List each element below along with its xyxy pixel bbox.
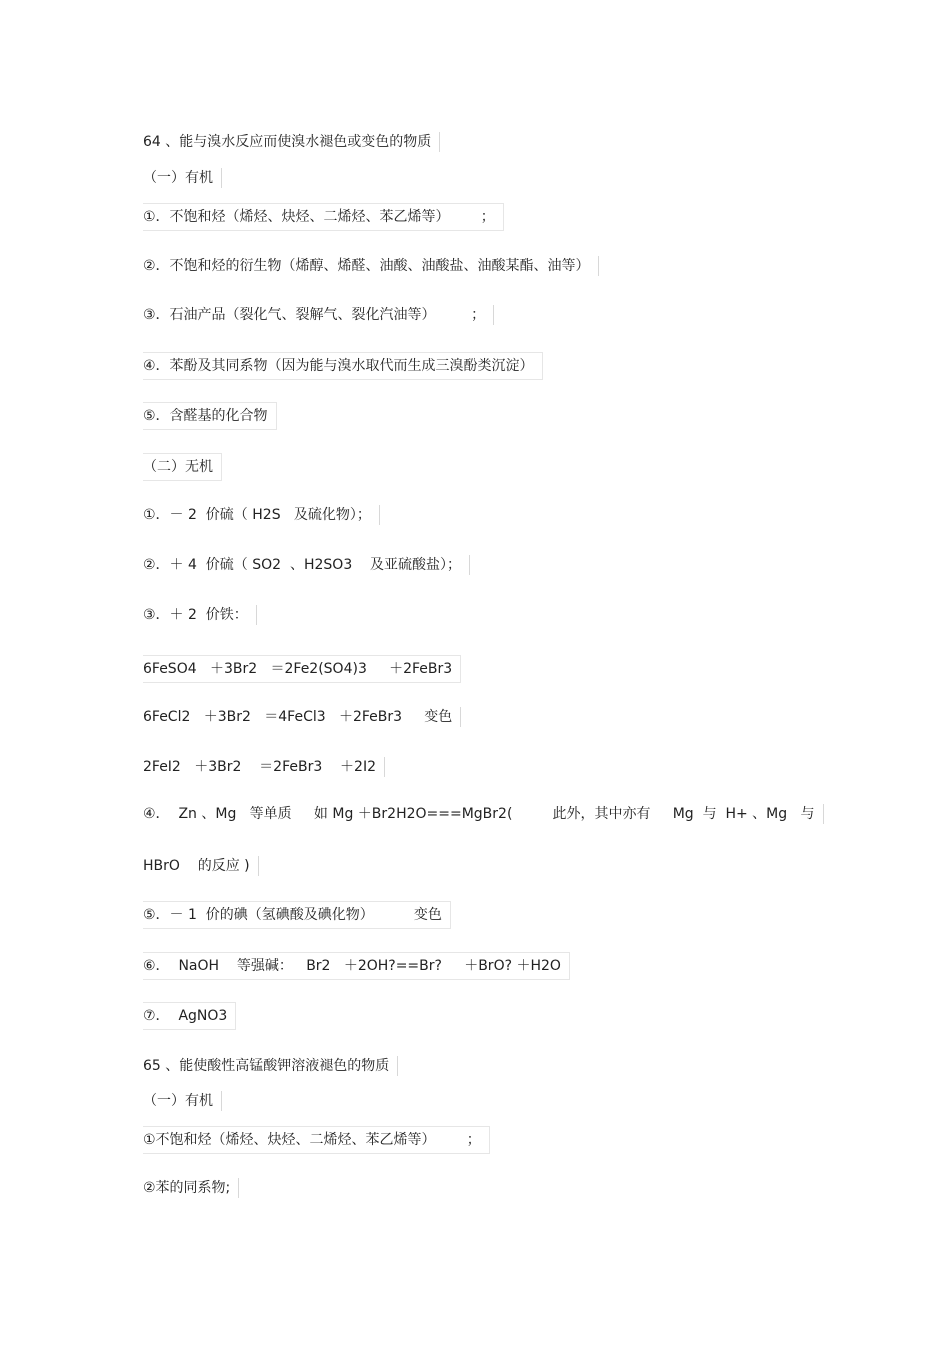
section-heading-65: 65 、能使酸性高锰酸钾溶液褪色的物质 [143,1056,398,1076]
list-item: ②．＋ 4 价硫（ SO2 、H2SO3 及亚硫酸盐）； [143,555,470,575]
list-item: ④． Zn 、Mg 等单质 如 Mg ＋Br2H2O===MgBr2( 此外，其中亦有 Mg 与 H+ 、Mg 与 [143,804,824,824]
list-item: ⑦． AgNO3 [143,1002,236,1030]
list-item: ②苯的同系物; [143,1178,239,1198]
list-item: ⑤．－ 1 价的碘（氢碘酸及碘化物） 变色 [143,901,451,929]
list-item: ①．不饱和烃（烯烃、炔烃、二烯烃、苯乙烯等） ； [143,203,504,231]
section-heading-64: 64 、能与溴水反应而使溴水褪色或变色的物质 [143,132,440,152]
list-item: ①．－ 2 价硫（ H2S 及硫化物）； [143,505,380,525]
list-item: ⑤．含醛基的化合物 [143,402,277,430]
subheading-organic: （一）有机 [143,168,222,188]
list-item: ⑥． NaOH 等强碱： Br2 ＋2OH?==Br? ＋BrO? ＋H2O [143,952,570,980]
list-item-continuation: HBrO 的反应 ) [143,856,259,876]
subheading-organic: （一）有机 [143,1091,222,1111]
equation: 2FeI2 ＋3Br2 ＝2FeBr3 ＋2I2 [143,757,385,777]
equation: 6FeCl2 ＋3Br2 ＝4FeCl3 ＋2FeBr3 变色 [143,707,461,727]
subheading-inorganic: （二）无机 [143,453,222,481]
list-item: ③．石油产品（裂化气、裂解气、裂化汽油等） ； [143,305,494,325]
list-item: ③．＋ 2 价铁： [143,605,257,625]
equation: 6FeSO4 ＋3Br2 ＝2Fe2(SO4)3 ＋2FeBr3 [143,655,461,683]
list-item: ④．苯酚及其同系物（因为能与溴水取代而生成三溴酚类沉淀） [143,352,543,380]
list-item: ②．不饱和烃的衍生物（烯醇、烯醛、油酸、油酸盐、油酸某酯、油等） [143,256,599,276]
list-item: ①不饱和烃（烯烃、炔烃、二烯烃、苯乙烯等） ； [143,1126,490,1154]
